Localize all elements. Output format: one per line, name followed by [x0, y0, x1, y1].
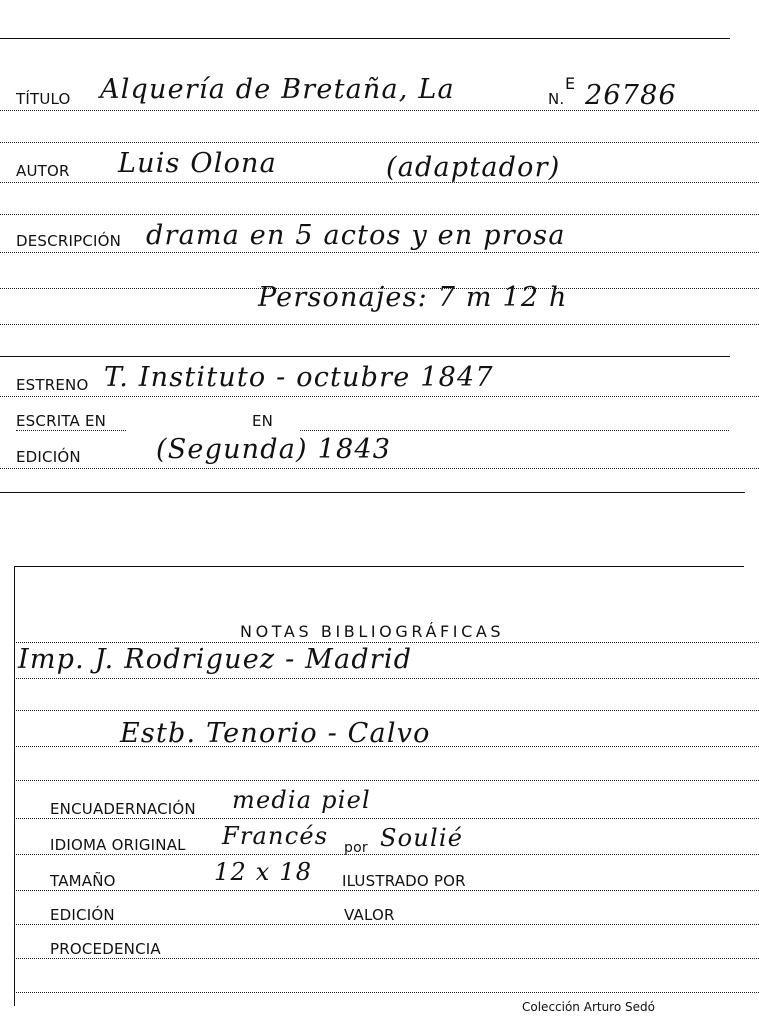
- escrita-label: ESCRITA EN: [16, 412, 107, 430]
- rule-notes-2: [14, 710, 759, 711]
- autor-role: (adaptador): [386, 152, 561, 183]
- descripcion-value: drama en 5 actos y en prosa: [146, 220, 566, 251]
- rule-escrita-b: [300, 430, 729, 431]
- numero-value: 26786: [585, 80, 677, 111]
- tamano-value: 12 x 18: [214, 858, 313, 886]
- rule-blank-1: [0, 142, 759, 143]
- rule-blank-2: [0, 214, 759, 215]
- personajes-value: Personajes: 7 m 12 h: [258, 282, 568, 313]
- rule-tamano: [14, 890, 759, 891]
- rule-idioma: [14, 854, 759, 855]
- edicion-label: EDICIÓN: [16, 448, 81, 466]
- notas-heading: NOTAS BIBLIOGRÁFICAS: [240, 622, 505, 641]
- card-bottom-left-edge: [14, 566, 15, 1006]
- autor-value: Luis Olona: [118, 148, 277, 179]
- valor-label: VALOR: [344, 906, 395, 924]
- catalog-card-top: [0, 30, 759, 500]
- rule-procedencia: [14, 958, 759, 959]
- rule-escrita-a: [16, 430, 126, 431]
- rule-descripcion: [0, 252, 759, 253]
- autor-label: AUTOR: [16, 162, 70, 180]
- collection-footer: Colección Arturo Sedó: [522, 1000, 655, 1014]
- rule-notes-1: [14, 678, 759, 679]
- titulo-value: Alquería de Bretaña, La: [100, 74, 455, 105]
- rule-estreno: [0, 396, 759, 397]
- encuadernacion-value: media piel: [232, 786, 371, 814]
- notes-line-2: Estb. Tenorio - Calvo: [120, 718, 431, 749]
- idioma-value: Francés: [222, 822, 329, 850]
- rule-autor: [0, 182, 759, 183]
- rule-heading: [14, 642, 759, 643]
- encuadernacion-label: ENCUADERNACIÓN: [50, 800, 196, 818]
- procedencia-label: PROCEDENCIA: [50, 940, 161, 958]
- por-label: por: [344, 840, 368, 856]
- catalog-card-bottom: [0, 560, 759, 1028]
- numero-prefix: E: [565, 74, 576, 93]
- tamano-label: TAMAÑO: [50, 872, 116, 890]
- edicion-bottom-label: EDICIÓN: [50, 906, 115, 924]
- ilustrado-label: ILUSTRADO POR: [342, 872, 466, 890]
- rule-personajes: [0, 324, 759, 325]
- rule-notes-3: [14, 746, 759, 747]
- rule-titulo: [0, 110, 759, 111]
- card-top-edge: [0, 38, 730, 39]
- notes-line-1: Imp. J. Rodriguez - Madrid: [18, 644, 413, 675]
- edicion-value: (Segunda) 1843: [156, 434, 392, 465]
- titulo-label: TÍTULO: [16, 90, 71, 108]
- card-top-bottom-edge: [0, 492, 745, 493]
- rule-notes-4: [14, 780, 759, 781]
- idioma-label: IDIOMA ORIGINAL: [50, 836, 186, 854]
- en-label: EN: [252, 412, 274, 430]
- rule-final: [14, 992, 759, 993]
- rule-section-break: [0, 356, 730, 357]
- card-bottom-top-edge: [14, 566, 744, 567]
- numero-label: N.: [548, 90, 565, 108]
- rule-encuadernacion: [14, 818, 759, 819]
- rule-edicion-bottom: [14, 924, 759, 925]
- por-value: Soulié: [380, 824, 464, 852]
- estreno-value: T. Instituto - octubre 1847: [104, 362, 494, 393]
- descripcion-label: DESCRIPCIÓN: [16, 232, 122, 250]
- rule-edicion: [0, 468, 759, 469]
- estreno-label: ESTRENO: [16, 376, 89, 394]
